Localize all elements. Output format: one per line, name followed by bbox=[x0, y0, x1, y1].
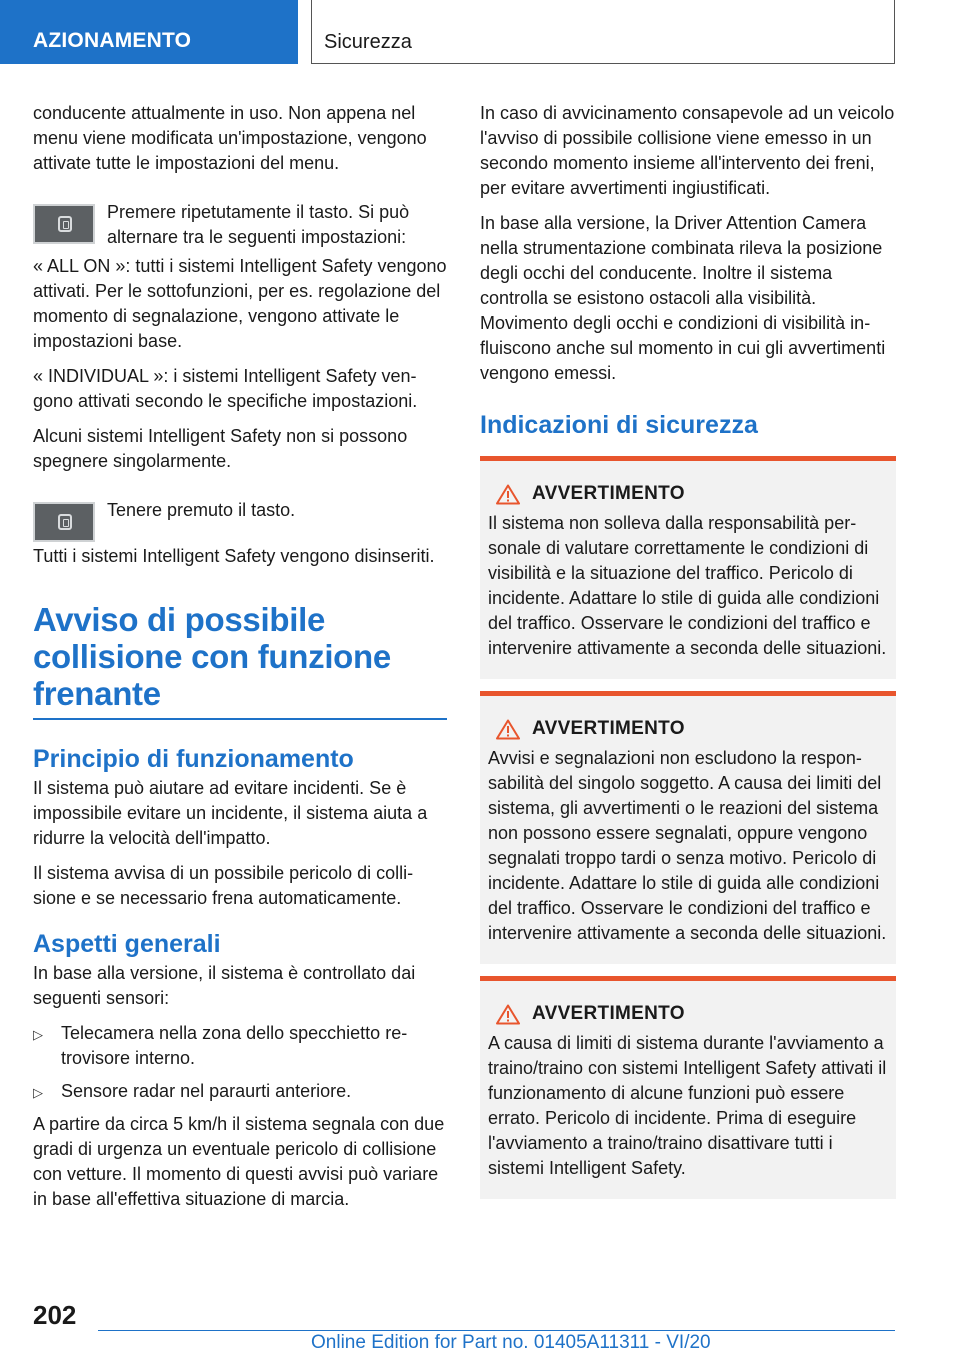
warning-box bbox=[480, 691, 896, 964]
instruction-text: Premere ripetutamente il tasto. Si può alternare tra le seguenti impostazioni: bbox=[107, 202, 410, 247]
warning-text: A causa di limiti di sistema durante l'avviamento a traino/traino con sistemi Intelligent Safety attivati il funzionamento di alcune funzioni può essere errato. Pericolo di incidente. Prima di eseguire l'avviamento a traino/traino disattivare tutti i sistemi Intelligent Safety. bbox=[488, 1033, 887, 1178]
warning-text: Il sistema non solleva dalla responsabilità personale di valutare correttamente le condizioni di visibilità e la situazione del traffico. Pericolo di incidente. Adattare lo stile di guida alle condizioni del traffico. Osservare le condizioni del traffico e intervenire attivamente a seconda delle situazioni. bbox=[488, 513, 887, 658]
warning-title: AVVERTIMENTO bbox=[532, 718, 685, 739]
paragraph: Il sistema avvisa di un possibile pericolo di collisione e se necessario frena automaticamente. bbox=[33, 863, 414, 908]
triangle-bullet-icon: ▷ bbox=[33, 1027, 43, 1042]
list-item: ▷ Sensore radar nel paraurti anteriore. bbox=[33, 1079, 447, 1104]
paragraph: Il sistema può aiutare ad evitare incidenti. Se è impossibile evitare un incidente, il sistema aiuta a ridurre la velocità dell'impatto. bbox=[33, 778, 428, 848]
section-label: AZIONAMENTO bbox=[33, 29, 192, 52]
right-column bbox=[480, 101, 896, 1211]
section-heading: Indicazioni di sicurezza bbox=[480, 411, 758, 439]
warning-triangle-icon bbox=[496, 484, 520, 505]
paragraph: conducente attualmente in uso. Non appena nel menu viene modificata un'impostazione, vengono attivate tutte le impostazioni del menu. bbox=[33, 103, 427, 173]
page-title: Sicurezza bbox=[324, 31, 412, 53]
chapter-heading: Avviso di possibile collisione con funzione frenante bbox=[33, 601, 391, 712]
paragraph: Alcuni sistemi Intelligent Safety non si possono spegnere singolarmente. bbox=[33, 426, 408, 471]
warning-triangle-icon bbox=[496, 719, 520, 740]
paragraph: In caso di avvicinamento consapevole ad un veicolo l'avviso di possibile collisione viene emesso in un secondo momento insieme all'intervento dei freni, per evitare avvertimenti ingiustificati. bbox=[480, 103, 895, 198]
warning-title: AVVERTIMENTO bbox=[532, 483, 685, 504]
edition-note: Online Edition for Part no. 01405A11311 - VI/20 bbox=[311, 1332, 711, 1353]
instruction-text: Tenere premuto il tasto. bbox=[107, 500, 296, 520]
page-number: 202 bbox=[33, 1300, 77, 1330]
warning-box bbox=[480, 976, 896, 1199]
paragraph: « INDIVIDUAL »: i sistemi Intelligent Safety vengono attivati secondo le specifiche impostazioni. bbox=[33, 366, 418, 411]
warning-triangle-icon bbox=[496, 1004, 520, 1025]
paragraph: A partire da circa 5 km/h il sistema segnala con due gradi di urgenza un eventuale pericolo di collisione con vetture. Il momento di questi avvisi può variare in base all'effettiva situazione di marcia. bbox=[33, 1114, 445, 1209]
subheading: Aspetti generali bbox=[33, 930, 221, 958]
warning-box bbox=[480, 456, 896, 679]
safety-button-icon bbox=[33, 502, 95, 542]
button-instruction bbox=[33, 498, 447, 542]
paragraph: In base alla versione, la Driver Attention Camera nella strumentazione combinata rileva la posizione degli occhi del conducente. Inoltre il sistema controlla se esistono ostacoli alla visibilità. Movimento degli occhi e condizioni di visibilità influiscono anche sul momento in cui gli avvertimenti vengono emessi. bbox=[480, 213, 886, 383]
warning-text: Avvisi e segnalazioni non escludono la responsabilità del singolo soggetto. A causa dei limiti del sistema, gli avvertimenti o le reazioni del sistema non possono essere segnalati, oppure vengono segnalati troppo tardi o senza motivo. Pericolo di incidente. Adattare lo stile di guida alle condizioni del traffico. Osservare le condizioni del traffico e intervenire attivamente a seconda delle situazioni. bbox=[488, 748, 887, 943]
list-item: ▷ Telecamera nella zona dello specchietto retrovisore interno. bbox=[33, 1023, 408, 1068]
paragraph: Tutti i sistemi Intelligent Safety vengono disinseriti. bbox=[33, 546, 435, 566]
left-column bbox=[33, 101, 447, 1222]
button-instruction bbox=[33, 200, 447, 250]
paragraph: « ALL ON »: tutti i sistemi Intelligent Safety vengono attivati. Per le sottofunzioni, per es. regolazione del momento di segnalazione, vengono attivate le impostazioni base. bbox=[33, 256, 447, 351]
section-tab bbox=[0, 0, 298, 64]
triangle-bullet-icon: ▷ bbox=[33, 1085, 43, 1100]
subheading: Principio di funzionamento bbox=[33, 745, 354, 773]
paragraph: In base alla versione, il sistema è controllato dai seguenti sensori: bbox=[33, 963, 416, 1008]
safety-button-icon bbox=[33, 204, 95, 244]
footer-rule bbox=[98, 1330, 895, 1331]
sensor-list bbox=[33, 1021, 447, 1104]
heading-rule bbox=[33, 718, 447, 720]
warning-title: AVVERTIMENTO bbox=[532, 1003, 685, 1024]
